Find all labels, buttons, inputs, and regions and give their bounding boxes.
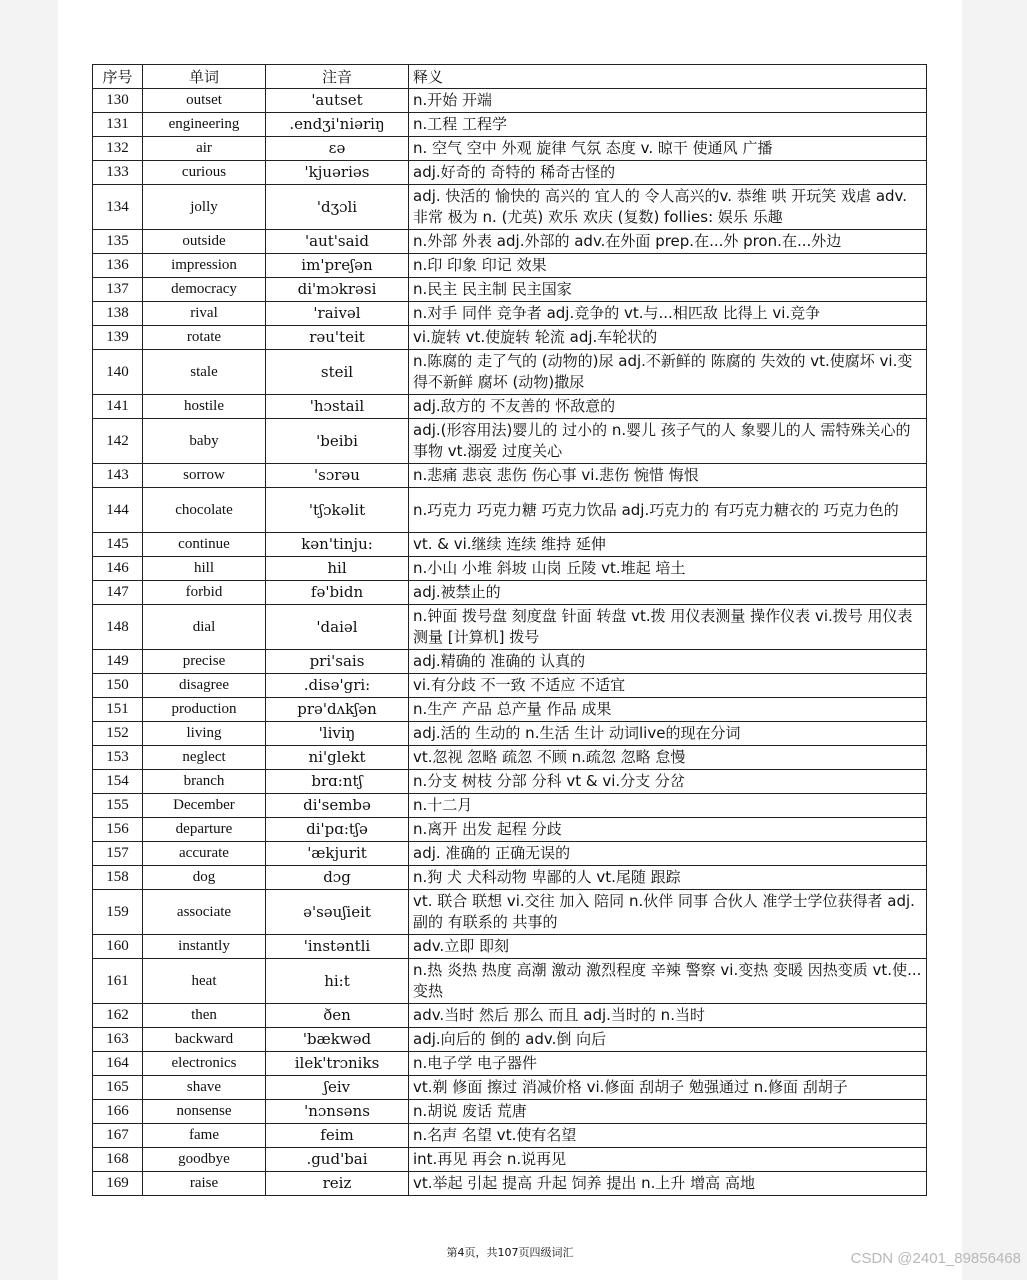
table-row [93,698,927,722]
row-phonetic: 'tʃɔkəlit [266,488,409,533]
table-row [93,557,927,581]
row-phonetic: steil [266,350,409,395]
table-row [93,1076,927,1100]
table-header-row [93,65,927,89]
row-word: impression [143,254,266,278]
table-row [93,581,927,605]
row-word: backward [143,1028,266,1052]
row-number: 160 [93,935,143,959]
row-phonetic: 'sɔrəu [266,464,409,488]
table-row [93,746,927,770]
table-row [93,350,927,395]
row-number: 134 [93,185,143,230]
table-row [93,1004,927,1028]
row-definition: n.巧克力 巧克力糖 巧克力饮品 adj.巧克力的 有巧克力糖衣的 巧克力色的 [409,488,927,533]
row-phonetic: rəu'teit [266,326,409,350]
table-row [93,230,927,254]
row-definition: n.悲痛 悲哀 悲伤 伤心事 vi.悲伤 惋惜 悔恨 [409,464,927,488]
table-body [93,89,927,1196]
row-word: dial [143,605,266,650]
row-definition: n.小山 小堆 斜坡 山岗 丘陵 vt.堆起 培土 [409,557,927,581]
table-row [93,137,927,161]
row-word: stale [143,350,266,395]
row-word: departure [143,818,266,842]
row-word: fame [143,1124,266,1148]
row-phonetic: pri'sais [266,650,409,674]
row-phonetic: ðen [266,1004,409,1028]
row-phonetic: 'bækwəd [266,1028,409,1052]
row-word: outside [143,230,266,254]
table-row [93,113,927,137]
row-number: 150 [93,674,143,698]
row-definition: adj.精确的 准确的 认真的 [409,650,927,674]
table-row [93,1100,927,1124]
table-row [93,488,927,533]
row-phonetic: ni'glekt [266,746,409,770]
row-number: 163 [93,1028,143,1052]
table-row [93,464,927,488]
row-number: 147 [93,581,143,605]
row-number: 155 [93,794,143,818]
row-definition: n.外部 外表 adj.外部的 adv.在外面 prep.在...外 pron.在...外边 [409,230,927,254]
row-word: democracy [143,278,266,302]
row-word: precise [143,650,266,674]
row-definition: adv.立即 即刻 [409,935,927,959]
row-definition: vi.旋转 vt.使旋转 轮流 adj.车轮状的 [409,326,927,350]
row-word: December [143,794,266,818]
row-phonetic: 'ækjurit [266,842,409,866]
row-definition: int.再见 再会 n.说再见 [409,1148,927,1172]
row-word: raise [143,1172,266,1196]
row-number: 133 [93,161,143,185]
row-phonetic: di'mɔkrəsi [266,278,409,302]
row-definition: vt. & vi.继续 连续 维持 延伸 [409,533,927,557]
row-phonetic: .disə'gri: [266,674,409,698]
row-word: production [143,698,266,722]
row-phonetic: 'aut'said [266,230,409,254]
row-definition: vt.举起 引起 提高 升起 饲养 提出 n.上升 增高 高地 [409,1172,927,1196]
row-phonetic: hi:t [266,959,409,1004]
table-row [93,161,927,185]
row-phonetic: 'liviŋ [266,722,409,746]
row-word: accurate [143,842,266,866]
document-page [58,0,962,1280]
row-word: neglect [143,746,266,770]
row-word: heat [143,959,266,1004]
row-number: 144 [93,488,143,533]
row-word: hostile [143,395,266,419]
row-definition: adj.活的 生动的 n.生活 生计 动词live的现在分词 [409,722,927,746]
table-row [93,866,927,890]
row-word: living [143,722,266,746]
row-phonetic: 'dʒɔli [266,185,409,230]
table-row [93,770,927,794]
row-definition: vi.有分歧 不一致 不适应 不适宜 [409,674,927,698]
row-word: associate [143,890,266,935]
row-definition: adv.当时 然后 那么 而且 adj.当时的 n.当时 [409,1004,927,1028]
row-number: 135 [93,230,143,254]
row-phonetic: ʃeiv [266,1076,409,1100]
watermark: CSDN @2401_89856468 [850,1250,1021,1267]
table-row [93,890,927,935]
row-word: continue [143,533,266,557]
row-phonetic: 'autset [266,89,409,113]
table-row [93,185,927,230]
row-definition: vt.忽视 忽略 疏忽 不顾 n.疏忽 忽略 怠慢 [409,746,927,770]
row-definition: n.分支 树枝 分部 分科 vt & vi.分支 分岔 [409,770,927,794]
row-word: instantly [143,935,266,959]
table-row [93,1172,927,1196]
row-definition: adj.向后的 倒的 adv.倒 向后 [409,1028,927,1052]
row-phonetic: dɔg [266,866,409,890]
header-phonetic: 注音 [266,65,409,89]
row-number: 131 [93,113,143,137]
row-definition: n.热 炎热 热度 高潮 激动 激烈程度 辛辣 警察 vi.变热 变暖 因热变质 vt.使...变热 [409,959,927,1004]
row-definition: n.电子学 电子器件 [409,1052,927,1076]
row-number: 162 [93,1004,143,1028]
row-number: 151 [93,698,143,722]
row-number: 130 [93,89,143,113]
row-word: baby [143,419,266,464]
row-number: 165 [93,1076,143,1100]
row-definition: n.陈腐的 走了气的 (动物的)尿 adj.不新鲜的 陈腐的 失效的 vt.使腐坏 vi.变得不新鲜 腐坏 (动物)撒尿 [409,350,927,395]
row-definition: adj. 快活的 愉快的 高兴的 宜人的 令人高兴的v. 恭维 哄 开玩笑 戏虐 adv. 非常 极为 n. (尤英) 欢乐 欢庆 (复数) follies: 娱乐 乐趣 [409,185,927,230]
row-word: air [143,137,266,161]
row-word: goodbye [143,1148,266,1172]
row-phonetic: prə'dʌkʃən [266,698,409,722]
table-row [93,650,927,674]
row-word: outset [143,89,266,113]
row-phonetic: ə'səuʃieit [266,890,409,935]
row-definition: n.胡说 废话 荒唐 [409,1100,927,1124]
header-definition: 释义 [409,65,927,89]
row-number: 161 [93,959,143,1004]
row-word: then [143,1004,266,1028]
row-number: 138 [93,302,143,326]
row-definition: n.离开 出发 起程 分歧 [409,818,927,842]
row-definition: n.印 印象 印记 效果 [409,254,927,278]
row-definition: n.民主 民主制 民主国家 [409,278,927,302]
row-definition: adj.敌方的 不友善的 怀敌意的 [409,395,927,419]
row-word: branch [143,770,266,794]
row-number: 142 [93,419,143,464]
table-row [93,842,927,866]
table-row [93,818,927,842]
row-number: 148 [93,605,143,650]
row-definition: adj.好奇的 奇特的 稀奇古怪的 [409,161,927,185]
row-phonetic: ilek'trɔniks [266,1052,409,1076]
row-phonetic: 'nɔnsəns [266,1100,409,1124]
table-row [93,722,927,746]
row-phonetic: 'beibi [266,419,409,464]
row-definition: n.开始 开端 [409,89,927,113]
row-phonetic: ɛə [266,137,409,161]
table-row [93,302,927,326]
row-word: engineering [143,113,266,137]
row-definition: adj. 准确的 正确无误的 [409,842,927,866]
row-number: 141 [93,395,143,419]
page-footer: 第4页，共107页四级词汇 [446,1246,574,1259]
row-word: jolly [143,185,266,230]
header-word: 单词 [143,65,266,89]
row-number: 137 [93,278,143,302]
header-number: 序号 [93,65,143,89]
row-number: 143 [93,464,143,488]
row-phonetic: 'kjuəriəs [266,161,409,185]
row-number: 153 [93,746,143,770]
row-number: 149 [93,650,143,674]
row-number: 154 [93,770,143,794]
row-word: rival [143,302,266,326]
table-row [93,605,927,650]
row-phonetic: hil [266,557,409,581]
table-row [93,254,927,278]
row-phonetic: di'pɑ:tʃə [266,818,409,842]
table-row [93,935,927,959]
row-phonetic: .gud'bai [266,1148,409,1172]
row-phonetic: im'preʃən [266,254,409,278]
row-phonetic: feim [266,1124,409,1148]
row-phonetic: reiz [266,1172,409,1196]
row-definition: n.工程 工程学 [409,113,927,137]
row-phonetic: 'daiəl [266,605,409,650]
table-row [93,419,927,464]
row-word: nonsense [143,1100,266,1124]
row-phonetic: 'raivəl [266,302,409,326]
row-phonetic: fə'bidn [266,581,409,605]
row-number: 145 [93,533,143,557]
row-definition: n. 空气 空中 外观 旋律 气氛 态度 v. 晾干 使通风 广播 [409,137,927,161]
table-row [93,395,927,419]
row-word: shave [143,1076,266,1100]
row-number: 140 [93,350,143,395]
row-word: hill [143,557,266,581]
row-word: curious [143,161,266,185]
row-word: sorrow [143,464,266,488]
row-definition: n.十二月 [409,794,927,818]
row-phonetic: kən'tinju: [266,533,409,557]
table-row [93,89,927,113]
row-phonetic: brɑ:ntʃ [266,770,409,794]
table-row [93,674,927,698]
row-number: 132 [93,137,143,161]
row-definition: adj.(形容用法)婴儿的 过小的 n.婴儿 孩子气的人 象婴儿的人 需特殊关心的事物 vt.溺爱 过度关心 [409,419,927,464]
row-word: disagree [143,674,266,698]
row-number: 158 [93,866,143,890]
table-row [93,794,927,818]
row-number: 156 [93,818,143,842]
row-definition: n.狗 犬 犬科动物 卑鄙的人 vt.尾随 跟踪 [409,866,927,890]
row-number: 159 [93,890,143,935]
row-definition: adj.被禁止的 [409,581,927,605]
row-number: 168 [93,1148,143,1172]
row-definition: vt. 联合 联想 vi.交往 加入 陪同 n.伙伴 同事 合伙人 准学士学位获得者 adj.副的 有联系的 共事的 [409,890,927,935]
row-word: dog [143,866,266,890]
table-row [93,533,927,557]
row-definition: n.对手 同伴 竞争者 adj.竞争的 vt.与...相匹敌 比得上 vi.竞争 [409,302,927,326]
table-row [93,1052,927,1076]
row-definition: n.生产 产品 总产量 作品 成果 [409,698,927,722]
row-phonetic: 'instəntli [266,935,409,959]
row-definition: n.钟面 拨号盘 刻度盘 针面 转盘 vt.拨 用仪表测量 操作仪表 vi.拨号 用仪表测量 [计算机] 拨号 [409,605,927,650]
row-word: chocolate [143,488,266,533]
row-definition: vt.剃 修面 擦过 消减价格 vi.修面 刮胡子 勉强通过 n.修面 刮胡子 [409,1076,927,1100]
table-row [93,1148,927,1172]
table-row [93,326,927,350]
table-row [93,278,927,302]
row-number: 167 [93,1124,143,1148]
row-definition: n.名声 名望 vt.使有名望 [409,1124,927,1148]
row-word: rotate [143,326,266,350]
row-word: forbid [143,581,266,605]
table-row [93,959,927,1004]
row-number: 139 [93,326,143,350]
row-number: 164 [93,1052,143,1076]
table-row [93,1028,927,1052]
table-row [93,1124,927,1148]
row-number: 169 [93,1172,143,1196]
row-number: 136 [93,254,143,278]
row-number: 152 [93,722,143,746]
row-number: 157 [93,842,143,866]
row-phonetic: 'hɔstail [266,395,409,419]
row-number: 166 [93,1100,143,1124]
row-number: 146 [93,557,143,581]
row-word: electronics [143,1052,266,1076]
vocabulary-table [92,64,927,1196]
row-phonetic: di'sembə [266,794,409,818]
row-phonetic: .endʒi'niəriŋ [266,113,409,137]
